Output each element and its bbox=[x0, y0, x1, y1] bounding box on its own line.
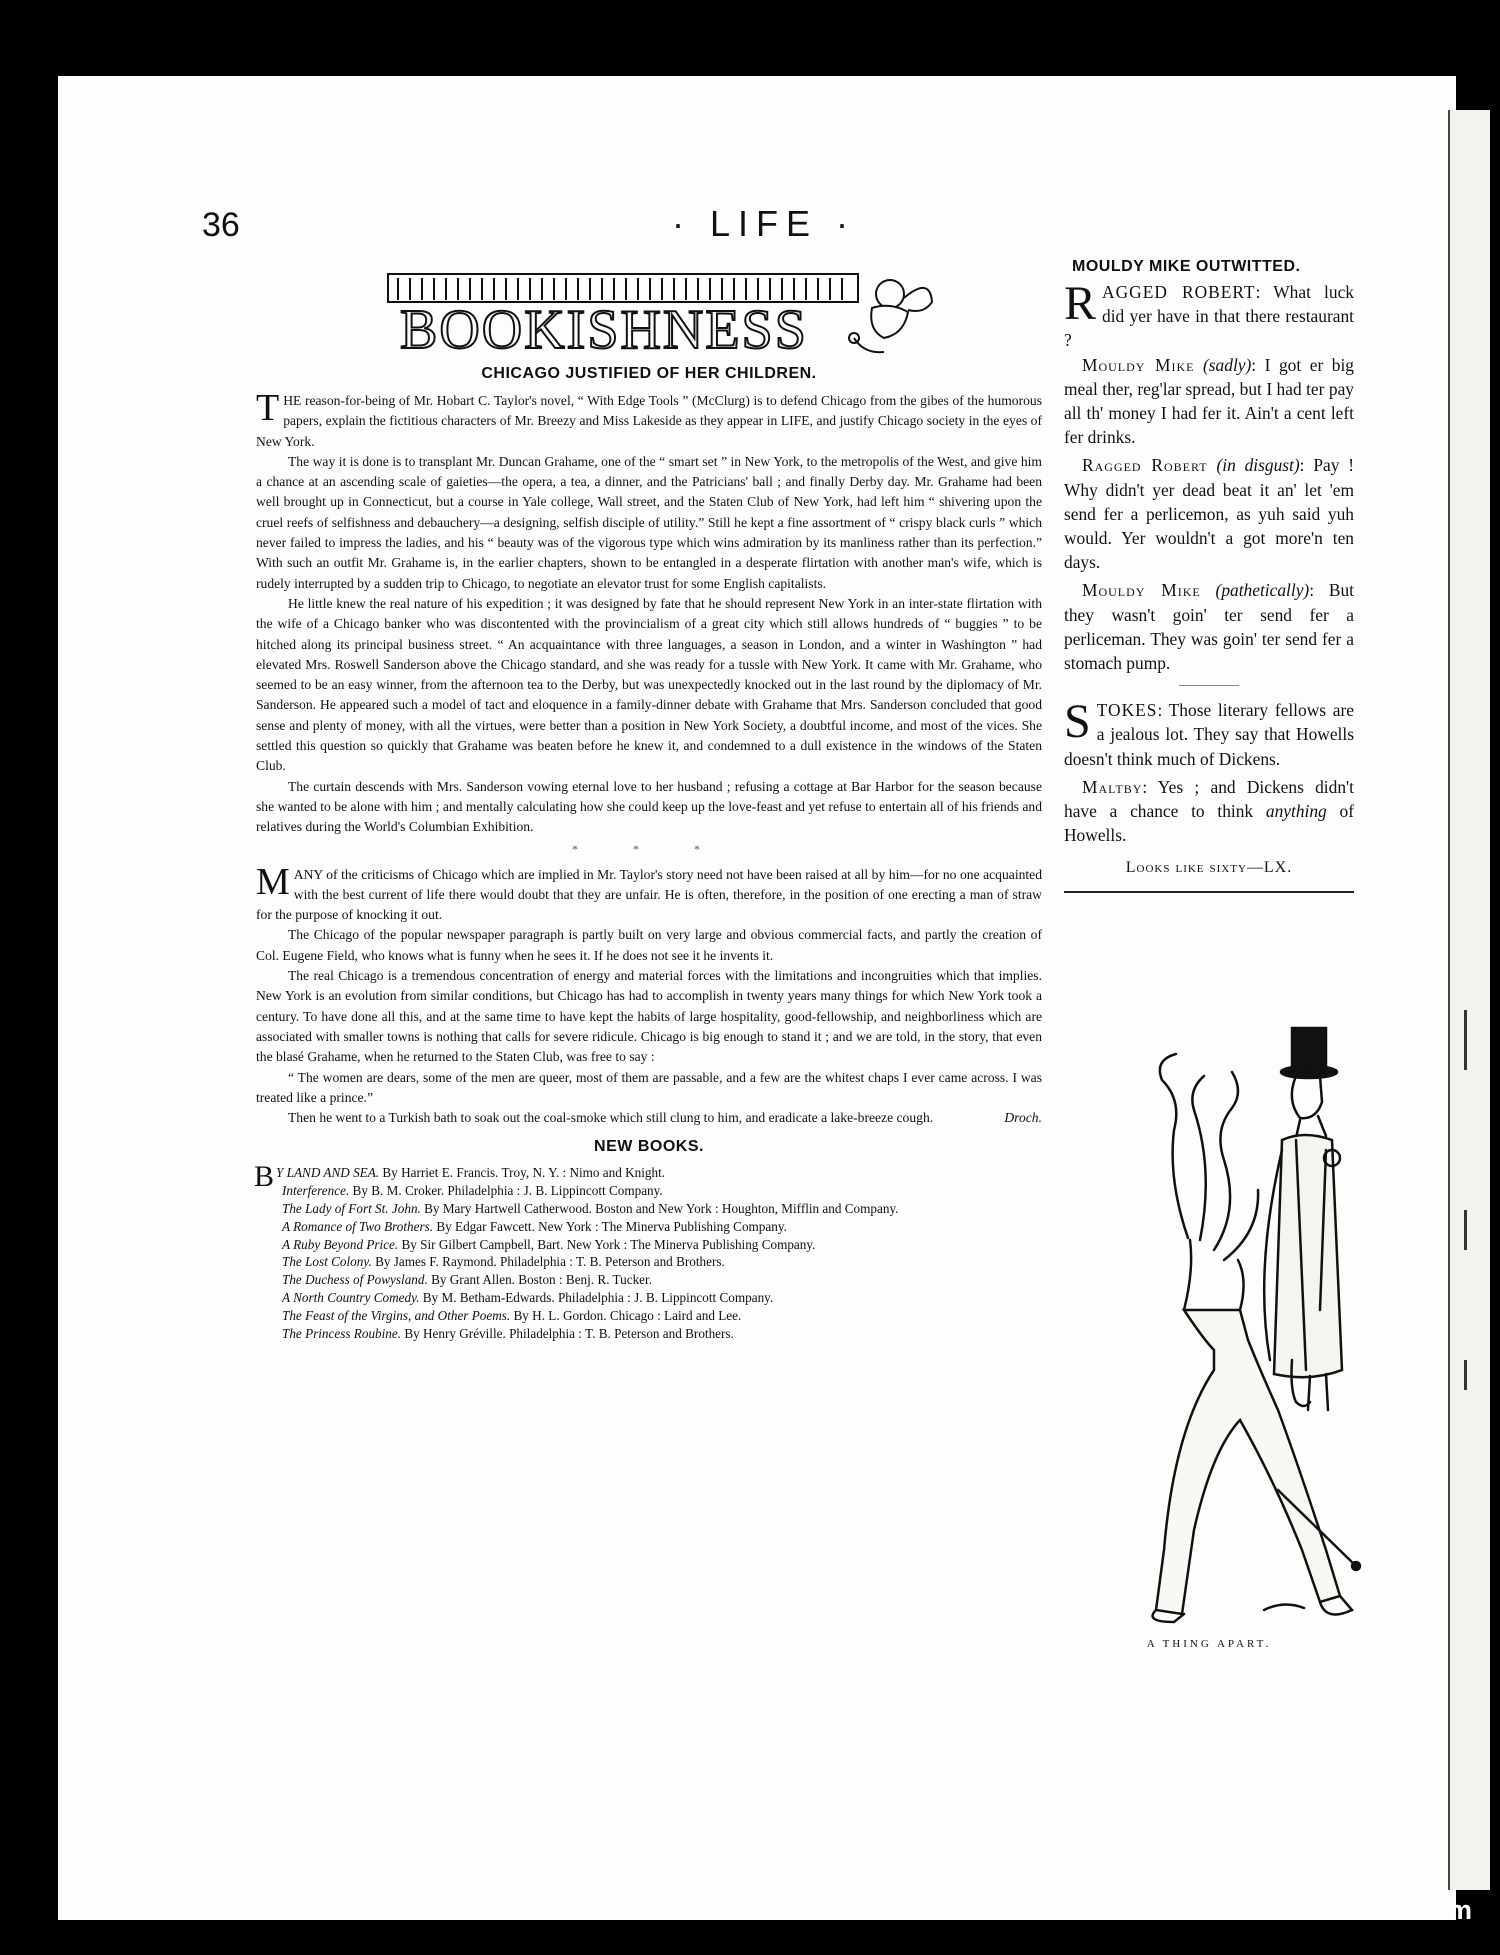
article-paragraph: He little knew the real nature of his expedition ; it was designed by fate that he should represent New York in an inter-state flirtation with the wife of a Chicago banker who was discontented with the provincialism of a great city which still allows hundreds of “ buggies ” to be hitched along its principal business street. “ An acquaintance with three languages, a season in London, and a winter in Washington ” had elevated Mrs. Roswell Sanderson above the Chicago standard, and she was ready for a tussle with New York. It came with Mr. Grahame, who seemed to be an easy winner, from the afternoon tea to the Derby, but was unexpectedly knocked out in the last round by the diplomacy of Mr. Sanderson. He appeared such a model of tact and eloquence in a family-dinner debate with Grahame that Mrs. Sanderson concluded that good sense and plenty of money, with all the virtues, were better than a position in New York Society, a doubtful income, and most of the vices. She settled this question so quickly that Grahame was beaten before he knew it, and condemned to a dull existence in the windows of the Staten Club. bbox=[256, 595, 1042, 774]
dialogue-line: RAGGED ROBERT: What luck did yer have in that there restaurant ? bbox=[1064, 277, 1354, 351]
joke-credit: Looks like sixty—LX. bbox=[1125, 859, 1293, 877]
book-entry: The Duchess of Powysland. By Grant Allen. Boston : Benj. R. Tucker. bbox=[282, 1272, 652, 1288]
book-entry: B Y LAND AND SEA. By Harriet E. Francis. Troy, N. Y. : Nimo and Knight. bbox=[254, 1160, 666, 1194]
article-paragraph: MANY of the criticisms of Chicago which are implied in Mr. Taylor's story need not have been raised at all by him—for no one acquainted with the best current of life there would doubt that they are unfair. He is often, therefore, in the position of one erecting a man of straw for the purpose of knocking it out. bbox=[256, 860, 1042, 923]
dialogue-line: Ragged Robert (in disgust): Pay ! Why didn't yer dead beat it an' let 'em send fer a perlicemon, as yuh said yuh would. Yer wouldn't a got more'n ten days. bbox=[1064, 455, 1355, 573]
article-paragraph: “ The women are dears, some of the men are queer, most of them are passable, and a few are the whitest chaps I ever came across. I was treated like a prince.” bbox=[256, 1069, 1042, 1105]
dandy-illustration bbox=[1064, 1010, 1364, 1630]
drop-cap: R bbox=[1064, 277, 1097, 330]
page-number: 36 bbox=[202, 206, 240, 244]
illustration-caption: A THING APART. bbox=[1146, 1638, 1272, 1650]
book-entry: The Lost Colony. By James F. Raymond. Philadelphia : T. B. Peterson and Brothers. bbox=[282, 1254, 725, 1270]
book-entry: A Ruby Beyond Price. By Sir Gilbert Campbell, Bart. New York : The Minerva Publishing Company. bbox=[282, 1236, 816, 1252]
dialogue-line: Mouldy Mike (sadly): I got er big meal ther, reg'lar spread, but I had ter pay all th' money I had fer it. Ain't a cent left fer drinks. bbox=[1064, 354, 1355, 448]
dialogue-line: Maltby: Yes ; and Dickens didn't have a chance to think anything of Howells. bbox=[1064, 776, 1354, 846]
side-column bbox=[1064, 258, 1354, 893]
section-separator: * * * bbox=[572, 841, 726, 856]
book-entry: Interference. By B. M. Croker. Philadelphia : J. B. Lippincott Company. bbox=[282, 1183, 663, 1199]
article-paragraph: The curtain descends with Mrs. Sanderson vowing eternal love to her husband ; refusing a cottage at Bar Harbor for the season because she wanted to be alone with him ; and mentally calculating how she could keep up the love-feast and yet refuse to entertain all of his friends and relatives during the World's Columbian Exhibition. bbox=[256, 778, 1042, 835]
drop-cap: T bbox=[256, 387, 280, 429]
article-paragraph: THE reason-for-being of Mr. Hobart C. Taylor's novel, “ With Edge Tools ” (McClurg) is to defend Chicago from the gibes of the humorous papers, explain the fictitious characters of Mr. Breezy and Miss Lakeside as they appear in LIFE, and justify Chicago society in the eyes of New York. bbox=[256, 387, 1042, 449]
article-paragraph: The real Chicago is a tremendous concentration of energy and material forces with the limitations and incongruities which that implies. New York is an evolution from similar conditions, but Chicago has had to accomplish in twenty years many things for which New York took a century. To have done all this, and at the same time to have kept the habits of large hospitality, good-fellowship, and neighborliness which are associated with smaller towns is nothing that calls for severe ridicule. Chicago is big enough to stand it ; and we are told, in the story, that even the blasé Grahame, when he returned to the Staten Club, was free to say : bbox=[256, 968, 1042, 1065]
new-books-heading: NEW BOOKS. bbox=[594, 1138, 704, 1156]
article-paragraph: The Chicago of the popular newspaper paragraph is partly built on very large and obvious commercial facts, and partly the creation of Col. Eugene Field, who knows what is funny when he sees it. If he does not see it he invents it. bbox=[256, 927, 1042, 963]
author-signature: Droch. bbox=[1004, 1110, 1042, 1126]
dialogue-line: STOKES: Those literary fellows are a jealous lot. They say that Howells doesn't think much of Dickens. bbox=[1064, 695, 1354, 769]
svg-text:BOOKISHNESS: BOOKISHNESS bbox=[400, 299, 808, 361]
article-headline: CHICAGO JUSTIFIED OF HER CHILDREN. bbox=[481, 365, 817, 382]
article-paragraph: Then he went to a Turkish bath to soak out the coal-smoke which still clung to him, and eradicate a lake-breeze cough. Droch. bbox=[256, 1108, 1042, 1128]
book-entry: A Romance of Two Brothers. By Edgar Fawcett. New York : The Minerva Publishing Company. bbox=[282, 1218, 787, 1234]
divider bbox=[1064, 891, 1354, 893]
book-entry: The Lady of Fort St. John. By Mary Hartwell Catherwood. Boston and New York : Houghton, Mifflin and Company. bbox=[282, 1200, 899, 1216]
book-entry: A North Country Comedy. By M. Betham-Edwards. Philadelphia : J. B. Lippincott Company. bbox=[282, 1289, 774, 1305]
book-entry: The Princess Roubine. By Henry Gréville. Philadelphia : T. B. Peterson and Brothers. bbox=[282, 1325, 734, 1341]
masthead-title: · LIFE · bbox=[672, 203, 857, 244]
sidebar-headline: MOULDY MIKE OUTWITTED. bbox=[1072, 258, 1301, 275]
adjacent-page-edge bbox=[1448, 110, 1490, 1890]
new-books-list bbox=[254, 1160, 1042, 1342]
main-column bbox=[256, 365, 1042, 1342]
book-entry: The Feast of the Virgins, and Other Poems. By H. L. Gordon. Chicago : Laird and Lee. bbox=[282, 1307, 742, 1323]
drop-cap: M bbox=[256, 860, 290, 903]
article-paragraph: The way it is done is to transplant Mr. Duncan Grahame, one of the “ smart set ” in New York, to the metropolis of the West, and give him a chance at an ascending scale of gaieties—the opera, a tea, a dinner, and the Patricians' ball ; and finally Derby day. Mr. Grahame had been well brought up in Connecticut, but a course in Yale college, Wall street, and the Staten Club of New York, had left him “ shivering upon the cruel reefs of selfishness and debauchery—a designing, selfish disciple of utility.” Still he kept a fine assortment of “ crispy black curls ” which never failed to impress the ladies, and his “ beauty was of the vigorous type which wins admiration by its manliness rather than its perfection.” With such an outfit Mr. Grahame is, in the earlier chapters, shown to be entangled in a desperate flirtation with another man's wife, which is rudely interrupted by a sudden trip to Chicago, to negotiate an elevator trust for some English capitalists. bbox=[256, 453, 1042, 591]
bookishness-banner bbox=[384, 268, 936, 364]
dialogue-line: Mouldy Mike (pathetically): But they wasn't goin' ter send fer a perliceman. They was goin' ter send fer a stomach pump. bbox=[1064, 580, 1354, 674]
drop-cap: S bbox=[1064, 695, 1091, 749]
divider bbox=[1179, 685, 1239, 686]
site-watermark: comicbooks.com bbox=[1251, 1895, 1472, 1925]
